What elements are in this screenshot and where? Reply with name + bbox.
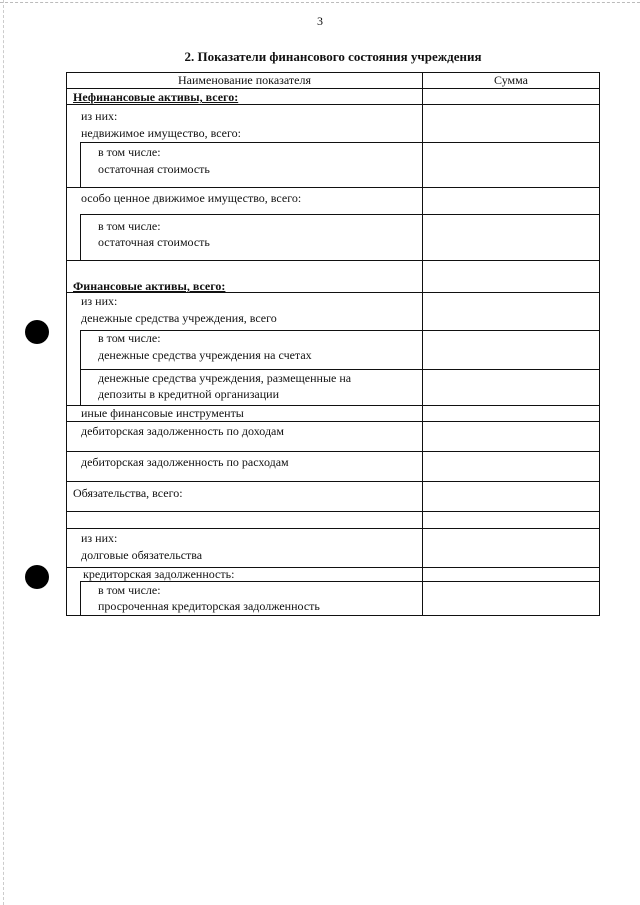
row-text: из них: (81, 531, 118, 545)
table-row (67, 451, 599, 481)
row-text: денежные средства учреждения на счетах (98, 348, 312, 362)
row-label (67, 482, 423, 511)
row-label (67, 89, 423, 104)
row-amount (423, 422, 599, 451)
row-amount (423, 581, 599, 615)
row-text: из них: (81, 109, 118, 123)
row-text: долговые обязательства (81, 548, 203, 562)
row-text: остаточная стоимость (98, 162, 210, 176)
row-label (67, 422, 423, 451)
row-label (67, 214, 423, 260)
row-label (67, 581, 423, 615)
row-label (67, 105, 423, 142)
non-financial-assets-total: Нефинансовые активы, всего: (73, 90, 239, 104)
financial-indicators-table (66, 72, 600, 616)
row-text: денежные средства учреждения, всего (81, 311, 277, 325)
financial-assets-total: Финансовые активы, всего: (73, 279, 226, 293)
table-row (67, 88, 599, 104)
table-row (67, 214, 599, 260)
row-text: особо ценное движимое имущество, всего: (81, 191, 302, 205)
row-amount (423, 214, 599, 260)
row-amount (423, 482, 599, 511)
row-text: иные финансовые инструменты (81, 406, 244, 420)
row-amount (423, 406, 599, 421)
table-row (67, 104, 599, 142)
row-label (67, 330, 423, 369)
row-text: в том числе: (98, 331, 161, 345)
row-text: просроченная кредиторская задолженность (98, 599, 320, 613)
liabilities-total: Обязательства, всего: (73, 486, 183, 500)
row-label (67, 188, 423, 214)
row-text: в том числе: (98, 583, 161, 597)
row-amount (423, 142, 599, 187)
row-text: из них: (81, 294, 118, 308)
table-row (67, 330, 599, 369)
table-row (67, 369, 599, 405)
row-amount (423, 293, 599, 330)
scan-edge-left (3, 0, 4, 905)
row-text: остаточная стоимость (98, 235, 210, 249)
row-amount (423, 529, 599, 567)
row-text: в том числе: (98, 219, 161, 233)
row-text: в том числе: (98, 145, 161, 159)
table-row (67, 567, 599, 581)
punch-hole (25, 565, 49, 589)
page-number: 3 (317, 14, 323, 28)
row-amount (423, 452, 599, 481)
table-header-row (67, 73, 599, 88)
row-label (67, 529, 423, 567)
row-amount (423, 89, 599, 104)
row-text: дебиторская задолженность по расходам (81, 455, 289, 469)
table-row-empty (67, 511, 599, 528)
row-text: дебиторская задолженность по доходам (81, 424, 284, 438)
row-label (67, 293, 423, 330)
table-row (67, 581, 599, 615)
row-amount (423, 568, 599, 581)
table-row (67, 481, 599, 511)
row-label (67, 406, 423, 421)
section-title: 2. Показатели финансового состояния учреждения (184, 49, 482, 64)
table-row (67, 405, 599, 421)
row-text: недвижимое имущество, всего: (81, 126, 241, 140)
row-text: кредиторская задолженность: (83, 567, 235, 581)
header-amount: Сумма (494, 73, 528, 87)
table-row (67, 528, 599, 567)
row-amount (423, 369, 599, 405)
row-label (67, 369, 423, 405)
row-amount (423, 105, 599, 142)
row-label (67, 512, 423, 528)
header-indicator-name: Наименование показателя (67, 73, 423, 88)
scan-edge-top (0, 2, 640, 3)
row-label (67, 142, 423, 187)
row-amount (423, 330, 599, 369)
table-row (67, 187, 599, 214)
table-row (67, 292, 599, 330)
row-text: денежные средства учреждения, размещенные на (98, 371, 352, 385)
row-label (67, 568, 423, 581)
row-amount (423, 512, 599, 528)
row-amount (423, 261, 599, 292)
table-row (67, 421, 599, 451)
table-row (67, 260, 599, 292)
table-row (67, 142, 599, 187)
row-amount (423, 188, 599, 214)
row-text: депозиты в кредитной организации (98, 387, 280, 401)
row-label (67, 261, 423, 292)
punch-hole (25, 320, 49, 344)
row-label (67, 452, 423, 481)
